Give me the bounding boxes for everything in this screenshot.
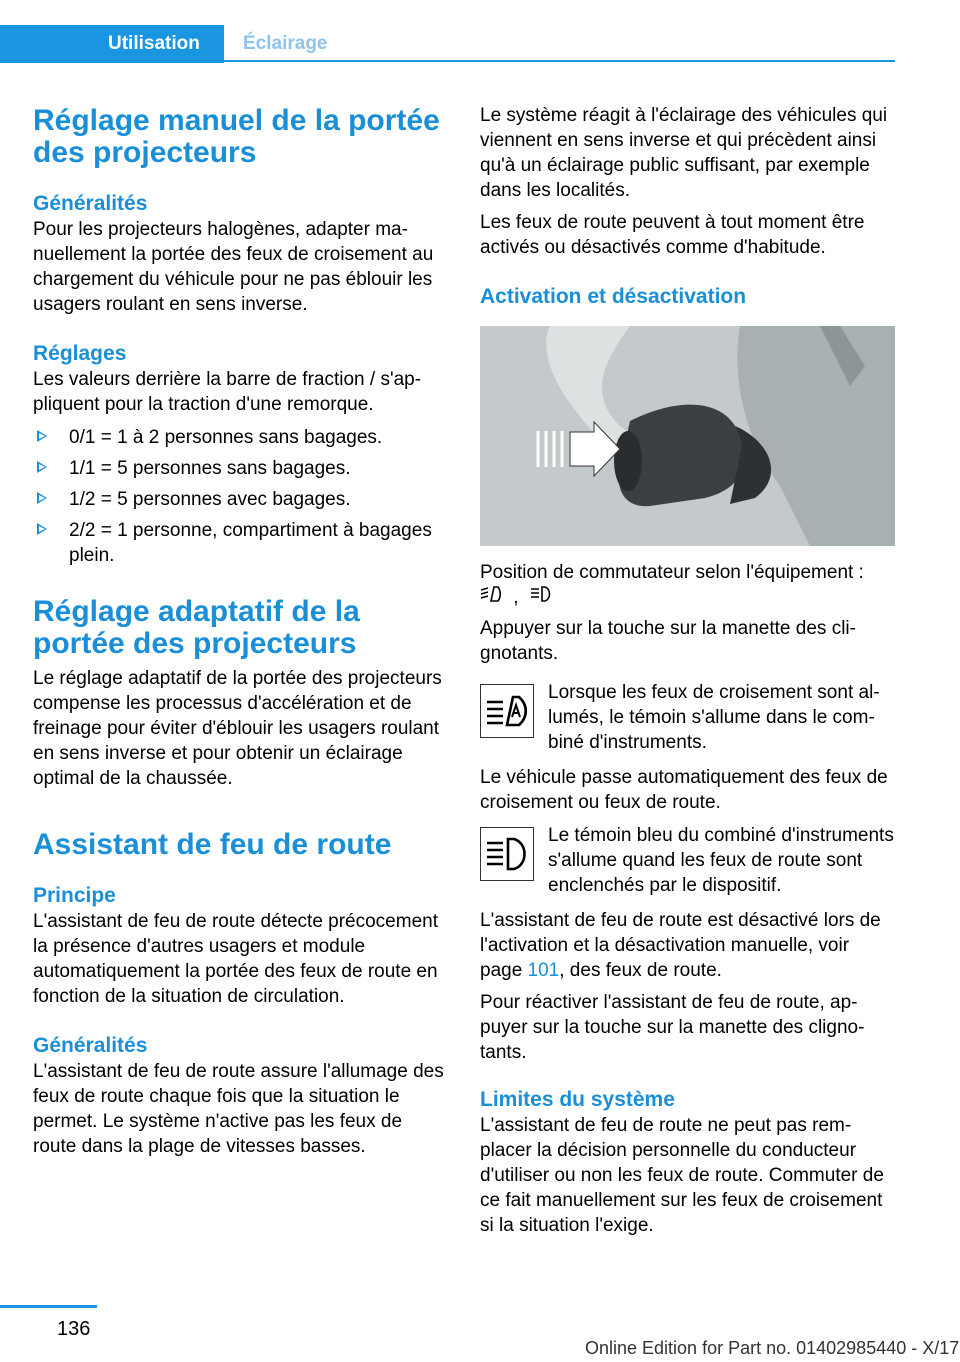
indicator-row-1 xyxy=(480,680,895,755)
header-rule xyxy=(224,60,895,62)
stalk-illustration xyxy=(480,326,895,546)
heading-limits: Limites du système xyxy=(480,1088,675,1112)
triangle-bullet-icon xyxy=(37,430,47,442)
switch-icons-line xyxy=(480,585,895,610)
heading-principle: Principe xyxy=(33,884,116,907)
heading-high-beam-assistant: Assistant de feu de route xyxy=(33,828,392,861)
para-deactivation: L'assistant de feu de route est désactivé lors de l'activation et la désactivation manuelle, voir page 101, des feux de route. xyxy=(480,910,881,982)
para-switch-position: Position de commutateur selon l'équipement : xyxy=(480,562,864,583)
heading-manual-range: Réglage manuel de la portée des projecteurs xyxy=(33,104,440,169)
para-high-beam: Les feux de route peuvent à tout moment être activés ou désactivés comme d'habitude. xyxy=(480,212,865,258)
heading-settings: Réglages xyxy=(33,342,127,365)
icon-separator: , xyxy=(513,587,519,608)
heading-activation: Activation et désactivation xyxy=(480,285,747,308)
page-header xyxy=(0,25,895,63)
right-column xyxy=(480,100,895,1238)
para-limits: L'assistant de feu de route ne peut pas remplacer la décision personnelle du conducteur d'utiliser ou non les feux de route. Commuter de ce fait manuellement sur les feux de croisement si la situation l'exige. xyxy=(480,1115,884,1237)
high-beam-assistant-icon xyxy=(480,684,534,738)
para-principle: L'assistant de feu de route détecte précocement la présence d'autres usagers et module automatiquement la portée des feux de route en fonction de la situation de circulation. xyxy=(33,911,438,1007)
triangle-bullet-icon xyxy=(37,523,47,535)
list-item: 1/1 = 5 personnes sans bagages. xyxy=(33,456,448,481)
triangle-bullet-icon xyxy=(37,492,47,504)
high-beam-small-icon xyxy=(530,585,552,610)
indicator-row-2 xyxy=(480,823,895,898)
para-general-1: Pour les projecteurs halogènes, adapter manuellement la portée des feux de croisement au chargement du véhicule pour ne pas éblouir les usagers roulant en sens inverse. xyxy=(33,219,434,315)
triangle-bullet-icon xyxy=(37,461,47,473)
para-system-reacts: Le système réagit à l'éclairage des véhicules qui viennent en sens inverse et qui précèdent ainsi qu'à un éclairage public suffisant, par exemple dans les localités. xyxy=(480,105,888,201)
list-item: 2/2 = 1 personne, compartiment à bagages plein. xyxy=(33,518,448,568)
edition-note: Online Edition for Part no. 01402985440 - X/17 xyxy=(585,1338,960,1358)
para-general-2: L'assistant de feu de route assure l'allumage des feux de route chaque fois que la situation le permet. Le système n'active pas les feux de route dans la plage de vitesses basses. xyxy=(33,1061,444,1157)
para-settings: Les valeurs derrière la barre de fraction / s'appliquent pour la traction d'une remorque. xyxy=(33,369,422,415)
tab-eclairage[interactable]: Éclairage xyxy=(243,33,328,54)
heading-adaptive-range: Réglage adaptatif de la portée des projecteurs xyxy=(33,595,360,660)
para-indicator-2: Le témoin bleu du combiné d'instruments s'allume quand les feux de route sont enclenchés par le dispositif. xyxy=(548,825,894,897)
high-beam-assistant-small-icon xyxy=(480,585,502,610)
settings-list xyxy=(33,425,448,568)
heading-general-1: Généralités xyxy=(33,192,148,215)
tab-utilisation[interactable]: Utilisation xyxy=(0,25,224,63)
list-item: 1/2 = 5 personnes avec bagages. xyxy=(33,487,448,512)
para-press-button: Appuyer sur la touche sur la manette des clignotants. xyxy=(480,618,856,665)
switch-stalk-photo xyxy=(480,326,895,546)
page-number: 136 xyxy=(57,1318,91,1340)
high-beam-icon xyxy=(480,827,534,881)
footer-rule xyxy=(0,1305,97,1308)
page-link[interactable]: 101 xyxy=(527,960,560,982)
list-item: 0/1 = 1 à 2 personnes sans bagages. xyxy=(33,425,448,450)
left-column xyxy=(33,100,448,1159)
para-adaptive: Le réglage adaptatif de la portée des projecteurs compense les processus d'accélération et de freinage pour éviter d'éblouir les usagers roulant en sens inverse et pour obtenir un éclairage optimal de la chaussée. xyxy=(33,668,442,789)
heading-general-2: Généralités xyxy=(33,1034,148,1057)
para-reactivate: Pour réactiver l'assistant de feu de route, appuyer sur la touche sur la manette des clignotants. xyxy=(480,992,865,1064)
para-auto-switch: Le véhicule passe automatiquement des feux de croisement ou feux de route. xyxy=(480,767,888,814)
para-indicator-1: Lorsque les feux de croisement sont allumés, le témoin s'allume dans le combiné d'instruments. xyxy=(548,682,880,754)
